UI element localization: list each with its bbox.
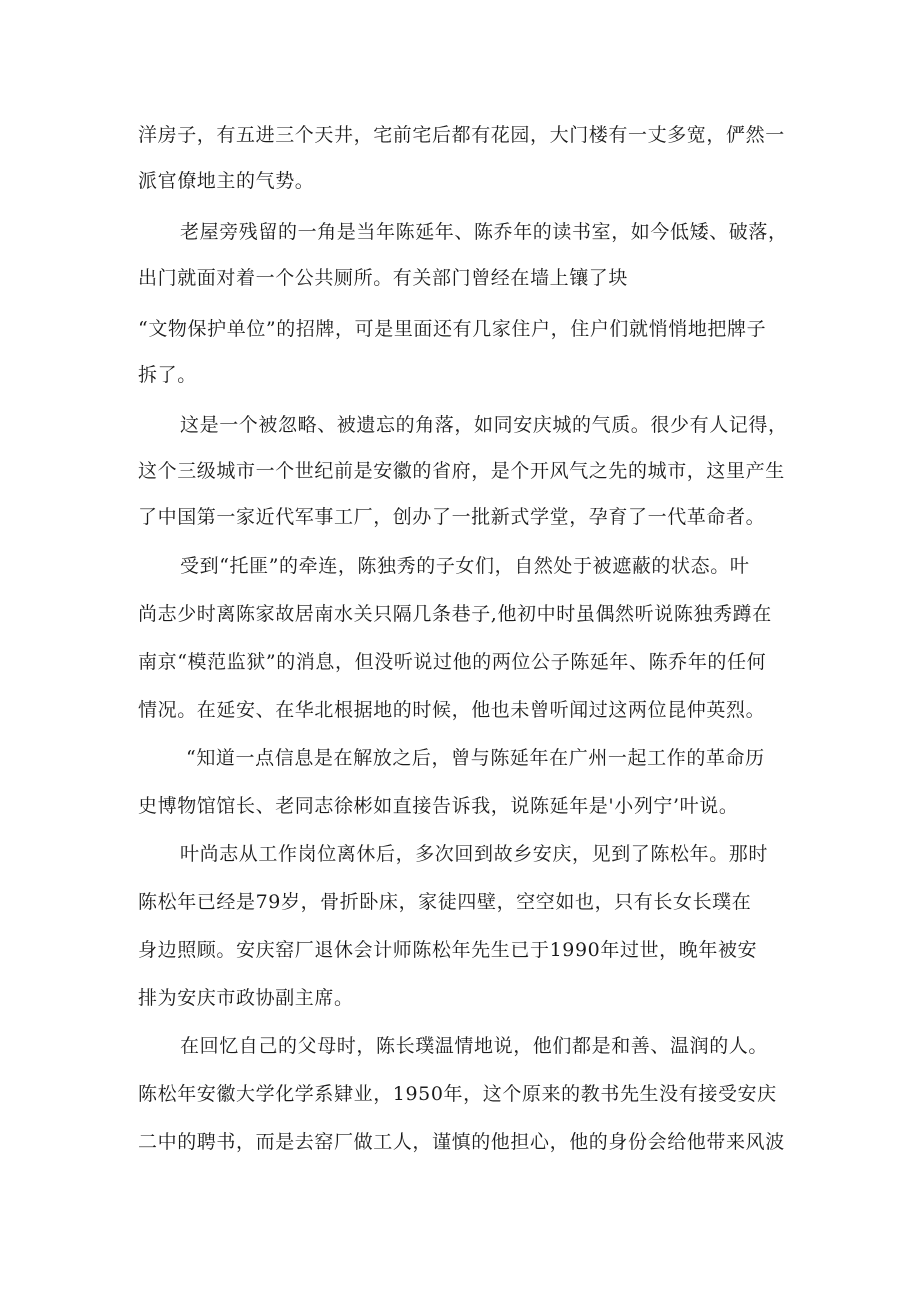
text-line: 二中的聘书，而是去窑厂做工人，谨慎的他担心，他的身份会给他带来风波 [138, 1131, 785, 1153]
text-line: 情况。在延安、在华北根据地的时候，他也未曾听闻过这两位昆仲英烈。 [138, 699, 766, 721]
text-line: 身边照顾。安庆窑厂退休会计师陈松年先生已于1990年过世，晚年被安 [138, 939, 758, 961]
text-line: 史博物馆馆长、老同志徐彬如直接告诉我，说陈延年是'小列宁’叶说。 [138, 795, 739, 817]
text-line: 了中国第一家近代军事工厂，创办了一批新式学堂，孕育了一代革命者。 [138, 506, 766, 528]
text-line: 出门就面对着一个公共厕所。有关部门曾经在墙上镶了块 [138, 267, 629, 289]
text-line: 陈松年已经是79岁，骨折卧床，家徒四壁，空空如也，只有长女长璞在 [138, 891, 752, 913]
text-line: 拆了。 [138, 364, 197, 386]
text-line: “文物保护单位”的招牌，可是里面还有几家住户，住户们就悄悄地把牌子 [138, 318, 767, 340]
paragraph-first-line: 叶尚志从工作岗位离休后，多次回到故乡安庆，见到了陈松年。那时 [180, 843, 769, 865]
text-line: 派官僚地主的气势。 [138, 170, 315, 192]
paragraph-first-line: 这是一个被忽略、被遗忘的角落，如同安庆城的气质。很少有人记得， [180, 414, 788, 436]
text-line: 南京“模范监狱”的消息，但没听说过他的两位公子陈延年、陈乔年的任何 [138, 651, 767, 673]
text-line: 尚志少时离陈家故居南水关只隔几条巷子,他初中时虽偶然听说陈独秀蹲在 [138, 603, 772, 625]
paragraph-first-line: 老屋旁残留的一角是当年陈延年、陈乔年的读书室，如今低矮、破落， [180, 221, 788, 243]
paragraph-first-line: 受到“托匪”的牵连，陈独秀的子女们，自然处于被遮蔽的状态。叶 [180, 555, 750, 577]
paragraph-first-line: 在回忆自己的父母时，陈长璞温情地说，他们都是和善、温润的人。 [180, 1035, 769, 1057]
text-line: 排为安庆市政协副主席。 [138, 987, 354, 1009]
text-line: 陈松年安徽大学化学系肄业，1950年，这个原来的教书先生没有接受安庆 [138, 1083, 777, 1105]
paragraph-first-line: “知道一点信息是在解放之后，曾与陈延年在广州一起工作的革命历 [186, 747, 765, 769]
text-line: 这个三级城市一个世纪前是安徽的省府，是个开风气之先的城市，这里产生 [138, 460, 785, 482]
text-line: 洋房子，有五进三个天井，宅前宅后都有花园，大门楼有一丈多宽，俨然一 [138, 124, 785, 146]
